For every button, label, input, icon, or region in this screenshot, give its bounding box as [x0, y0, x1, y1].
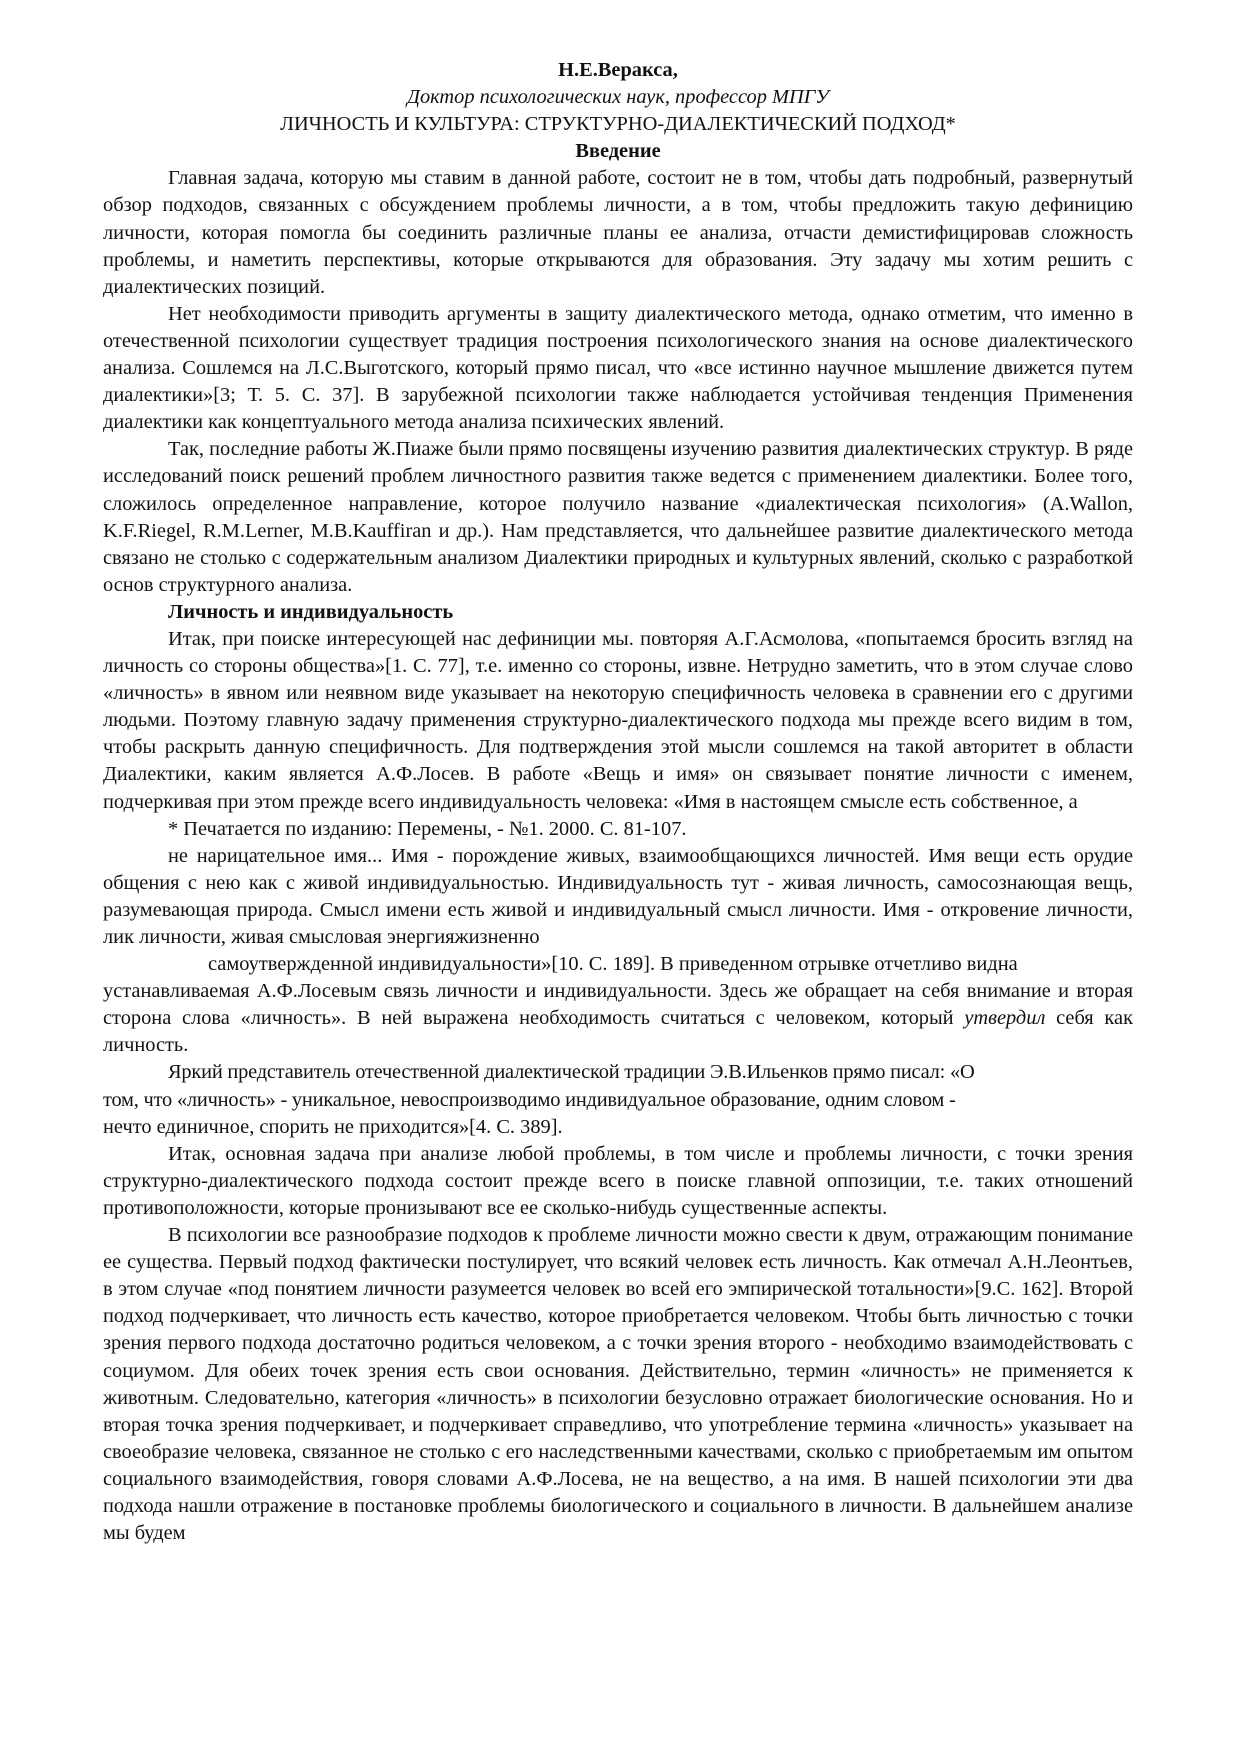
quote-line: том, что «личность» - уникальное, невоспроизводимо индивидуальное образование, одним словом -	[103, 1088, 956, 1111]
paragraph: В психологии все разнообразие подходов к проблеме личности можно свести к двум, отражающим понимание ее существа. Первый подход фактически постулирует, что всякий человек есть личность. Как отмечал А.Н.Леонтьев, в этом случае «под понятием личности разумеется человек во всей его эмпирической тотальности»[9.С. 162]. Второй подход подчеркивает, что личность есть качество, которое приобретается человеком. Чтобы быть личностью с точки зрения первого подхода достаточно родиться человеком, а с точки зрения второго - необходимо взаимодействовать с социумом. Для обеих точек зрения есть свои основания. Действительно, термин «личность» не применяется к животным. Следовательно, категория «личность» в психологии безусловно отражает биологические основания. Но и вторая точка зрения подчеркивает, и подчеркивает справедливо, что употребление термина «личность» указывает на своеобразие человека, связанное не столько с его наследственными качествами, сколько с приобретаемым им опытом социального взаимодействия, говоря словами А.Ф.Лосева, не на вещество, а на имя. В нашей психологии эти два подхода нашли отражение в постановке проблемы биологического и социального в личности. В дальнейшем анализе мы будем	[103, 1224, 1133, 1545]
author-affiliation: Доктор психологических наук, профессор МПГУ	[406, 86, 830, 109]
emphasis-text: утвердил	[964, 1007, 1046, 1030]
quote-line: нечто единичное, спорить не приходится»[4. С. 389].	[103, 1115, 563, 1138]
paragraph: Так, последние работы Ж.Пиаже были прямо посвящены изучению развития диалектических структур. В ряде исследований поиск решений проблем личностного развития также ведется с применением диалектики. Более того, сложилось определенное направление, которое получило название «диалектическая психология» (A.Wallon, K.F.Riegel, R.M.Lerner, M.B.Kauffiran и др.). Нам представляется, что дальнейшее развитие диалектического метода связано не столько с содержательным анализом Диалектики природных и культурных явлений, сколько с разработкой основ структурного анализа.	[103, 438, 1133, 596]
quote-line: Яркий представитель отечественной диалектической традиции Э.В.Ильенков прямо писал: «О	[168, 1061, 975, 1084]
section-heading-introduction: Введение	[575, 140, 661, 163]
paragraph: Главная задача, которую мы ставим в данной работе, состоит не в том, чтобы дать подробный, развернутый обзор подходов, связанных с обсуждением проблемы личности, а в том, чтобы предложить такую дефиницию личности, которая помогла бы соединить различные планы ее анализа, отчасти демистифицировав сложность проблемы, и наметить перспективы, которые открываются для образования. Эту задачу мы хотим решить с диалектических позиций.	[103, 167, 1133, 298]
paragraph: Нет необходимости приводить аргументы в защиту диалектического метода, однако отметим, что именно в отечественной психологии существует традиция построения психологического знания на основе диалектического анализа. Сошлемся на Л.С.Выготского, который прямо писал, что «все истинно научное мышление движется путем диалектики»[3; Т. 5. С. 37]. В зарубежной психологии также наблюдается устойчивая тенденция Применения диалектики как концептуального метода анализа психических явлений.	[103, 302, 1133, 434]
author-name: Н.Е.Веракса,	[558, 59, 678, 81]
quote-line: самоутвержденной индивидуальности»[10. С. 189]. В приведенном отрывке отчетливо видна	[208, 953, 1018, 976]
page-content	[103, 57, 1133, 1547]
paragraph-text: себя как личность.	[103, 1007, 1133, 1057]
paragraph-continuation: не нарицательное имя... Имя - порождение живых, взаимообщающихся личностей. Имя вещи есть орудие общения с нею как с живой индивидуальностью. Индивидуальность тут - живая личность, самосознающая вещь, разумевающая природа. Смысл имени есть живой и индивидуальный смысл личности. Имя - откровение личности, лик личности, живая смысловая энергияжизненно	[103, 844, 1133, 948]
paragraph-continuation	[103, 978, 1133, 1059]
paragraph: Итак, основная задача при анализе любой проблемы, в том числе и проблемы личности, с точки зрения структурно-диалектического подхода состоит прежде всего в поиске главной оппозиции, т.е. таких отношений противоположности, которые пронизывают все ее сколько-нибудь существенные аспекты.	[103, 1142, 1133, 1219]
paragraph-text: устанавливаемая А.Ф.Лосевым связь личности и индивидуальности. Здесь же обращает на себя внимание и вторая сторона слова «личность». В ней выражена необходимость считаться с человеком, который	[103, 980, 1133, 1030]
article-title: ЛИЧНОСТЬ И КУЛЬТУРА: СТРУКТУРНО-ДИАЛЕКТИЧЕСКИЙ ПОДХОД*	[280, 113, 956, 136]
section-heading-personality: Личность и индивидуальность	[168, 600, 454, 623]
paragraph: Итак, при поиске интересующей нас дефиниции мы. повторяя А.Г.Асмолова, «попытаемся бросить взгляд на личность со стороны общества»[1. С. 77], т.е. именно со стороны, извне. Нетрудно заметить, что в этом случае слово «личность» в явном или неявном виде указывает на некоторую специфичность человека в сравнении его с другими людьми. Поэтому главную задачу применения структурно-диалектического подхода мы прежде всего видим в том, чтобы раскрыть данную специфичность. Для подтверждения этой мысли сошлемся на такой авторитет в области Диалектики, каким является А.Ф.Лосев. В работе «Вещь и имя» он связывает понятие личности с именем, подчеркивая при этом прежде всего индивидуальность человека: «Имя в настоящем смысле есть собственное, а	[103, 627, 1133, 813]
footnote: * Печатается по изданию: Перемены, - №1. 2000. С. 81-107.	[168, 817, 687, 840]
